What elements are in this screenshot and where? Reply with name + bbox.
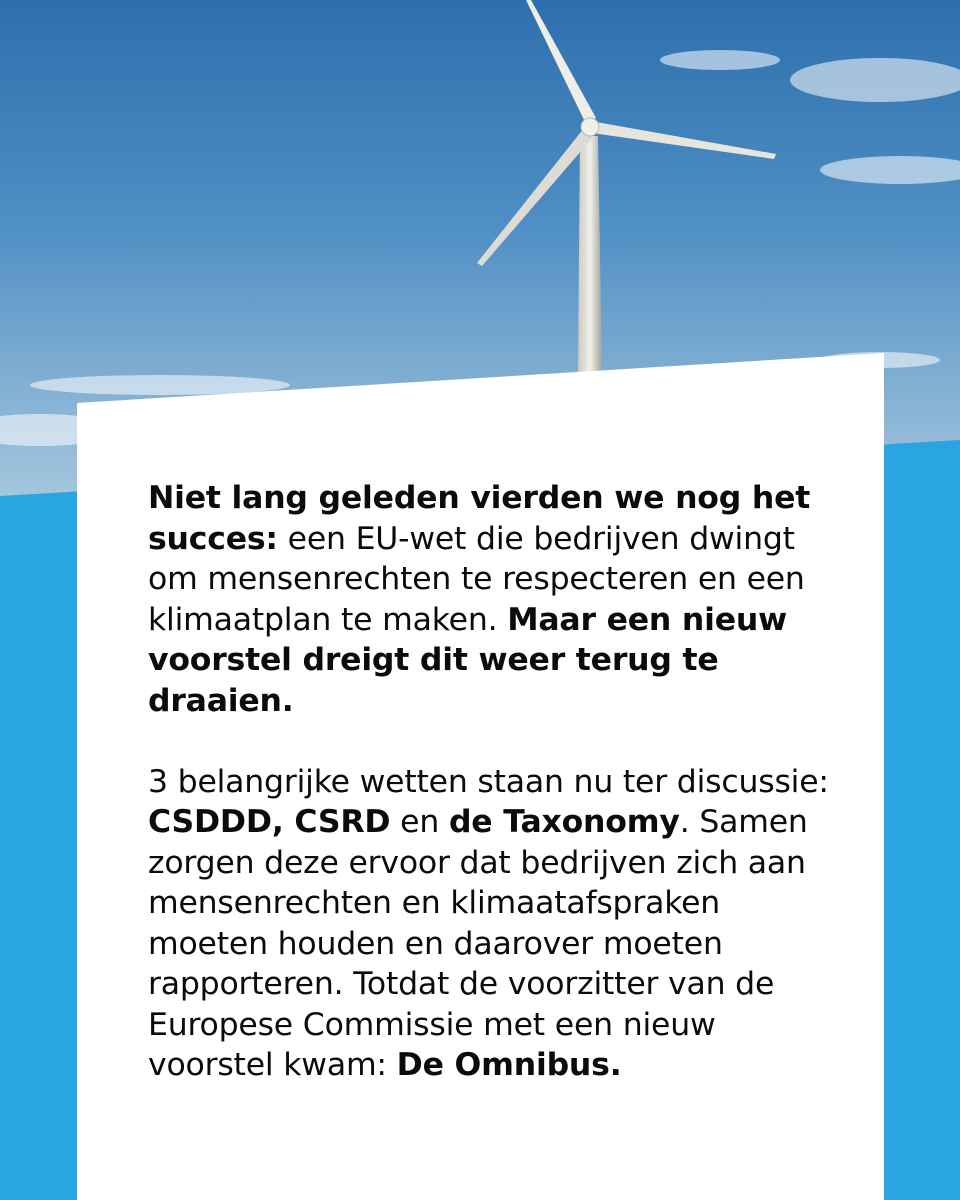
taxonomy-name: de Taxonomy (448, 804, 680, 840)
laws-text-1: 3 belangrijke wetten staan nu ter discussie: (148, 763, 829, 800)
omnibus-name: De Omnibus. (396, 1047, 622, 1083)
turbine-tower (578, 136, 602, 372)
paragraph-intro (148, 478, 848, 721)
paragraph-intro-body: een EU-wet die bedrijven dwingt om mensenrechten te respecteren en een klimaatplan te maken. (148, 520, 805, 638)
laws-names: CSDDD, CSRD (148, 804, 391, 840)
laws-text-2: en (390, 804, 449, 840)
paragraph-intro-bold-end: Maar een nieuw voorstel dreigt dit weer terug te draaien. (148, 601, 788, 719)
turbine-hub (581, 118, 599, 136)
laws-text-3: . Samen zorgen deze ervoor dat bedrijven zich aan mensenrechten en klimaatafspraken moeten houden en daarover moeten rapporteren. Totdat de voorzitter van de Europese Commissie met een nieuw voorstel kwam: (148, 804, 808, 1083)
paragraph-intro-bold: Niet lang geleden vierden we nog het succes: (148, 480, 811, 557)
body-text (148, 478, 848, 1086)
paragraph-laws (148, 762, 848, 1086)
